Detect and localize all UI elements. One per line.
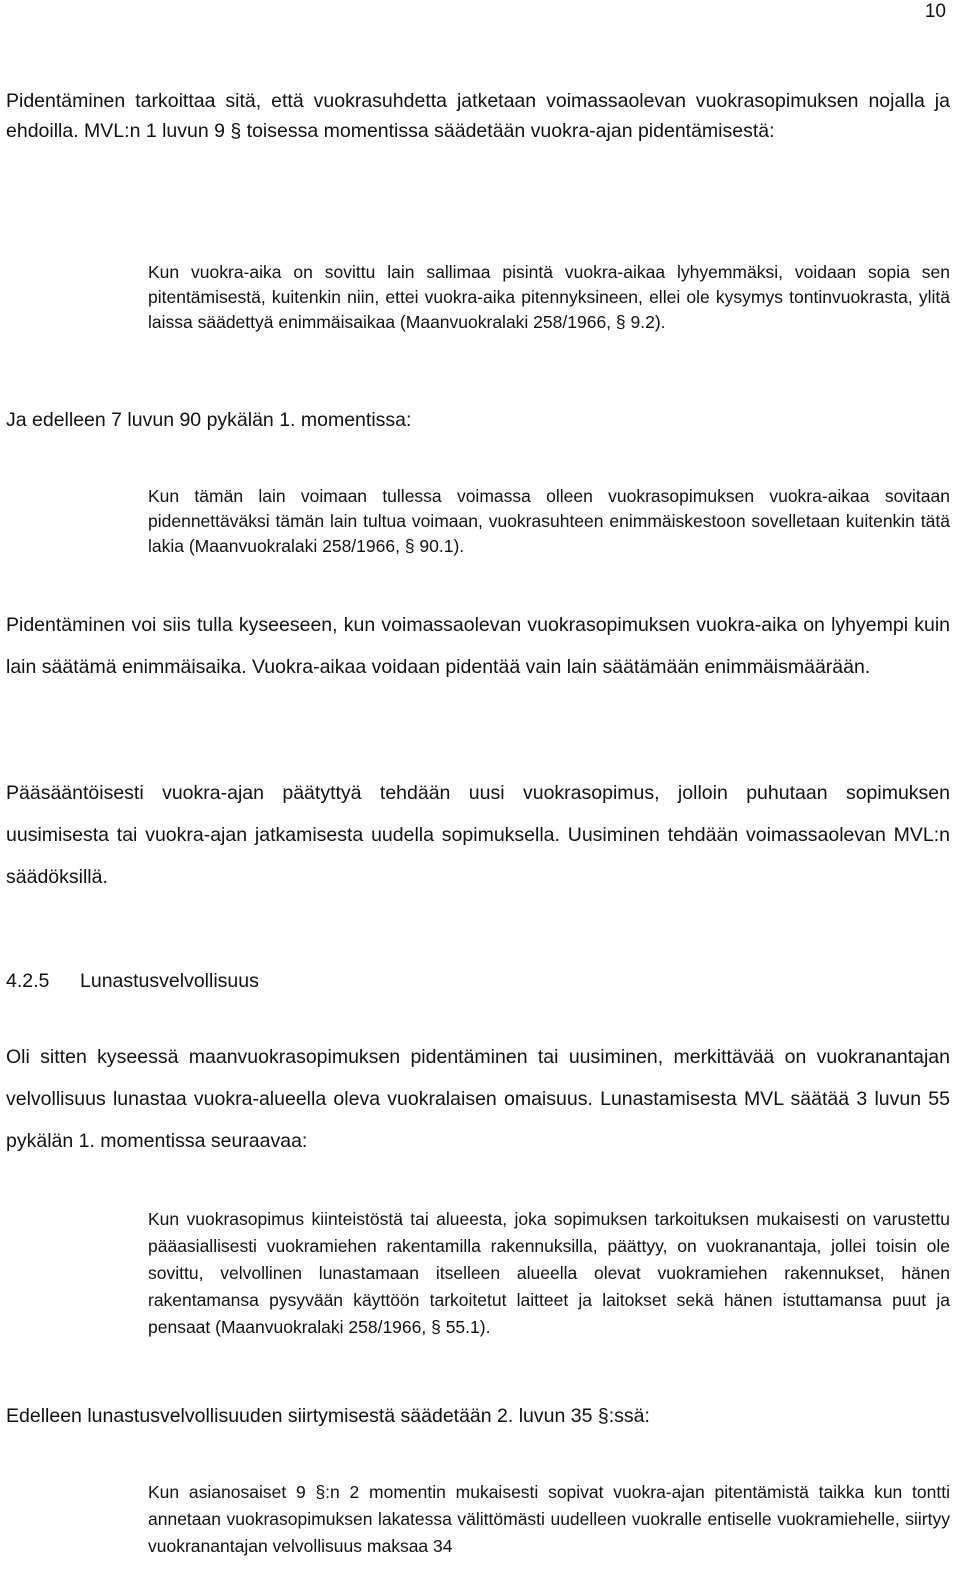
section-number: 4.2.5 [6, 970, 50, 992]
section-heading [6, 966, 259, 996]
quote-section-35: Kun asianosaiset 9 §:n 2 momentin mukaisesti sopivat vuokra-ajan pitentämistä taikka kun tontti annetaan vuokrasopimuksen lakatessa välittömästi uudelleen vuokralle entiselle vuokramiehelle, siirtyy vuokranantajan velvollisuus maksaa 34 [148, 1482, 950, 1556]
paragraph-extension-definition: Pidentäminen tarkoittaa sitä, että vuokrasuhdetta jatketaan voimassaolevan vuokrasopimuksen nojalla ja ehdoilla. MVL:n 1 luvun 9 § toisessa momentissa säädetään vuokra-ajan pidentämisestä: [6, 90, 950, 142]
page-number: 10 [924, 1, 946, 22]
quote-section-55-1: Kun vuokrasopimus kiinteistöstä tai alueesta, joka sopimuksen tarkoituksen mukaisesti on varustettu pääasiallisesti vuokramiehen rakentamilla rakennuksilla, päättyy, on vuokranantaja, jollei toisin ole sovittu, velvollinen lunastamaan itselleen alueella olevat vuokramiehen rakennukset, hänen rakentamansa pysyvään käyttöön tarkoitetut laitteet ja laitokset sekä hänen istuttamansa puut ja pensaat (Maanvuokralaki 258/1966, § 55.1). [148, 1209, 950, 1337]
quote-section-9-2: Kun vuokra-aika on sovittu lain sallimaa pisintä vuokra-aikaa lyhyemmäksi, voidaan sopia sen pitentämisestä, kuitenkin niin, ettei vuokra-aika pitennyksineen, ellei ole kysymys tontinvuokrasta, ylitä laissa säädettyä enimmäisaikaa (Maanvuokralaki 258/1966, § 9.2). [148, 262, 950, 332]
paragraph-renewal: Pääsääntöisesti vuokra-ajan päätyttyä tehdään uusi vuokrasopimus, jolloin puhutaan sopimuksen uusimisesta tai vuokra-ajan jatkamisesta uudella sopimuksella. Uusiminen tehdään voimassaolevan MVL:n säädöksillä. [6, 782, 950, 888]
quote-section-90-1: Kun tämän lain voimaan tullessa voimassa olleen vuokrasopimuksen vuokra-aikaa sovitaan pidennettäväksi tämän lain tultua voimaan, vuokrasuhteen enimmäiskestoon sovelletaan kuitenkin tätä lakia (Maanvuokralaki 258/1966, § 90.1). [148, 486, 950, 556]
paragraph-redemption-obligation: Oli sitten kyseessä maanvuokrasopimuksen pidentäminen tai uusiminen, merkittävää on vuokranantajan velvollisuus lunastaa vuokra-alueella oleva vuokralaisen omaisuus. Lunastamisesta MVL säätää 3 luvun 55 pykälän 1. momentissa seuraavaa: [6, 1046, 950, 1152]
paragraph-section-90-intro: Ja edelleen 7 luvun 90 pykälän 1. momentissa: [6, 409, 412, 431]
paragraph-transfer-intro: Edelleen lunastusvelvollisuuden siirtymisestä säädetään 2. luvun 35 §:ssä: [6, 1405, 650, 1427]
paragraph-extension-conditions: Pidentäminen voi siis tulla kyseeseen, kun voimassaolevan vuokrasopimuksen vuokra-aika on lyhyempi kuin lain säätämä enimmäisaika. Vuokra-aikaa voidaan pidentää vain lain säätämään enimmäismäärään. [6, 614, 950, 678]
section-title: Lunastusvelvollisuus [80, 970, 259, 992]
